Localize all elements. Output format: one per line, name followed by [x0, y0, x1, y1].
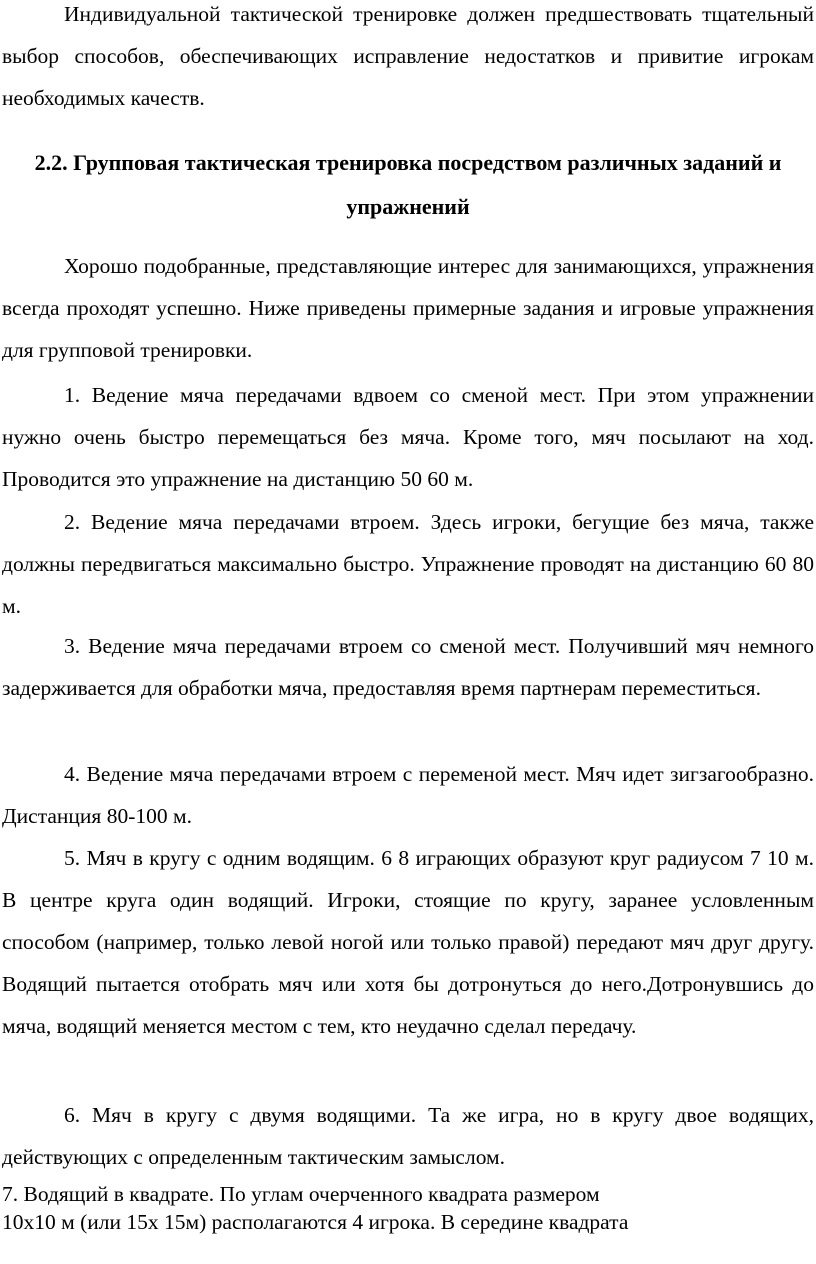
- section-heading: 2.2. Групповая тактическая тренировка посредством различных заданий и упражнений: [34, 150, 782, 219]
- list-item-6: 6. Мяч в кругу с двумя водящими. Та же игра, но в кругу двое водящих, действующих с определенным тактическим замыслом.: [2, 1103, 814, 1169]
- body-paragraph: Хорошо подобранные, представляющие интерес для занимающихся, упражнения всегда проходят успешно. Ниже приведены примерные задания и игровые упражнения для групповой тренировки.: [2, 254, 814, 362]
- list-item-2: 2. Ведение мяча передачами втроем. Здесь игроки, бегущие без мяча, также должны передвигаться максимально быстро. Упражнение проводят на дистанцию 60 80 м.: [2, 510, 814, 618]
- list-item-5: 5. Мяч в кругу с одним водящим. 6 8 играющих образуют круг радиусом 7 10 м. В центре круга один водящий. Игроки, стоящие по кругу, заранее условленным способом (например, только левой ногой или только правой) передают мяч друг другу. Водящий пытается отобрать мяч или хотя бы дотронуться до него.Дотронувшись до мяча, водящий меняется местом с тем, кто неудачно сделал передачу.: [2, 846, 814, 1038]
- intro-paragraph: Индивидуальной тактической тренировке должен предшествовать тщательный выбор способов, обеспечивающих исправление недостатков и привитие игрокам необходимых качеств.: [2, 2, 814, 110]
- list-item-7-line-2: 10х10 м (или 15х 15м) располагаются 4 игрока. В середине квадрата: [2, 1210, 629, 1234]
- list-item-3: 3. Ведение мяча передачами втроем со сменой мест. Получивший мяч немного задерживается для обработки мяча, предоставляя время партнерам переместиться.: [2, 634, 814, 700]
- list-item-4: 4. Ведение мяча передачами втроем с переменой мест. Мяч идет зигзагообразно. Дистанция 80-100 м.: [2, 762, 814, 828]
- list-item-7-line-1: 7. Водящий в квадрате. По углам очерченного квадрата размером: [2, 1182, 600, 1206]
- list-item-7: [2, 1180, 814, 1236]
- list-item-1: 1. Ведение мяча передачами вдвоем со сменой мест. При этом упражнении нужно очень быстро перемещаться без мяча. Кроме того, мяч посылают на ход. Проводится это упражнение на дистанцию 50 60 м.: [2, 383, 814, 491]
